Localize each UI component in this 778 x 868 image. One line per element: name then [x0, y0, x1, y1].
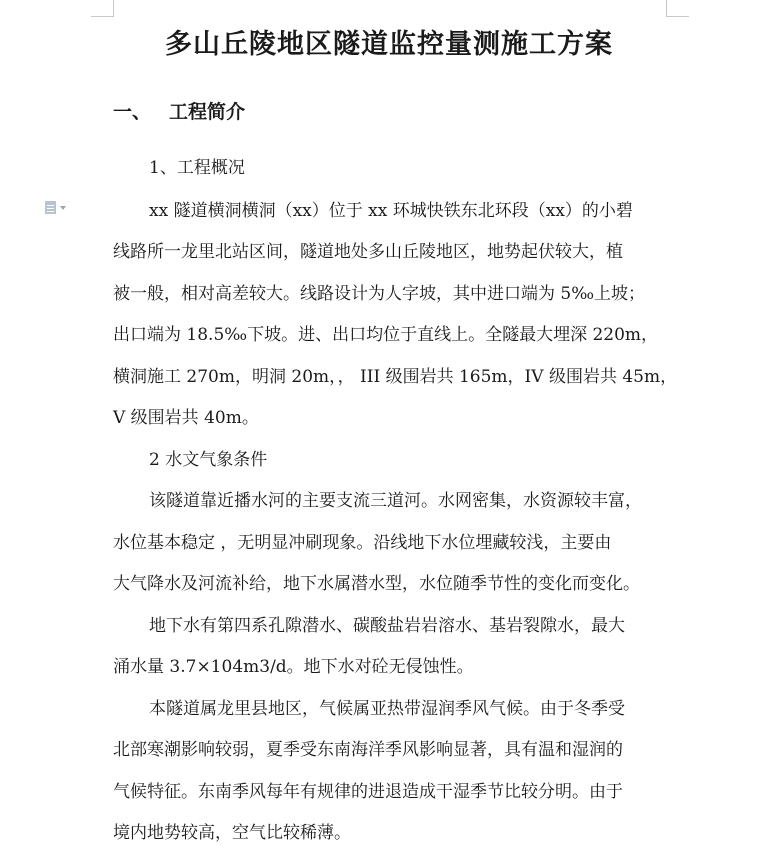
margin-corner-mark-right	[666, 0, 689, 17]
body-text-line: xx 隧道横洞横洞（xx）位于 xx 环城快铁东北环段（xx）的小碧	[149, 201, 633, 221]
body-text-line: 涌水量 3.7×104m3/d。地下水对砼无侵蚀性。	[113, 657, 474, 677]
body-text-line: V 级围岩共 40m。	[113, 408, 259, 428]
body-text-line: 本隧道属龙里县地区，气候属亚热带湿润季风气候。由于冬季受	[149, 699, 625, 719]
document-icon	[45, 201, 56, 214]
body-text-line: 北部寒潮影响较弱，夏季受东南海洋季风影响显著，具有温和湿润的	[113, 740, 623, 760]
section-heading	[113, 97, 245, 124]
body-text-line: 境内地势较高，空气比较稀薄。	[113, 823, 351, 843]
body-text-line: 大气降水及河流补给，地下水属潜水型，水位随季节性的变化而变化。	[113, 574, 640, 594]
body-text-line: 气候特征。东南季风每年有规律的进退造成干湿季节比较分明。由于	[113, 782, 623, 802]
section-title: 工程简介	[169, 101, 246, 123]
subheading-hydrology-climate: 2 水文气象条件	[149, 450, 268, 470]
body-text-line: 该隧道靠近播水河的主要支流三道河。水网密集，水资源较丰富，	[149, 491, 642, 511]
body-text-line: 地下水有第四系孔隙潜水、碳酸盐岩岩溶水、基岩裂隙水，最大	[149, 616, 625, 636]
body-text-line: 水位基本稳定 ，无明显冲刷现象。沿线地下水位埋藏较浅，主要由	[113, 533, 612, 553]
margin-corner-mark-left	[91, 0, 114, 17]
subheading-project-overview: 1、工程概况	[149, 158, 245, 178]
chevron-down-icon	[60, 206, 66, 210]
section-number: 一、	[113, 101, 152, 123]
paragraph-options-icon[interactable]	[45, 200, 67, 216]
body-text-line: 被一般，相对高差较大。线路设计为人字坡，其中进口端为 5‰上坡；	[113, 284, 646, 304]
document-title: 多山丘陵地区隧道监控量测施工方案	[165, 29, 613, 60]
body-text-line: 出口端为 18.5‰下坡。进、出口均位于直线上。全隧最大埋深 220m，	[113, 325, 659, 345]
body-text-line: 横洞施工 270m，明洞 20m，， III 级围岩共 165m，IV 级围岩共 45m，	[113, 367, 678, 387]
body-text-line: 线路所一龙里北站区间，隧道地处多山丘陵地区，地势起伏较大，植	[113, 242, 623, 262]
